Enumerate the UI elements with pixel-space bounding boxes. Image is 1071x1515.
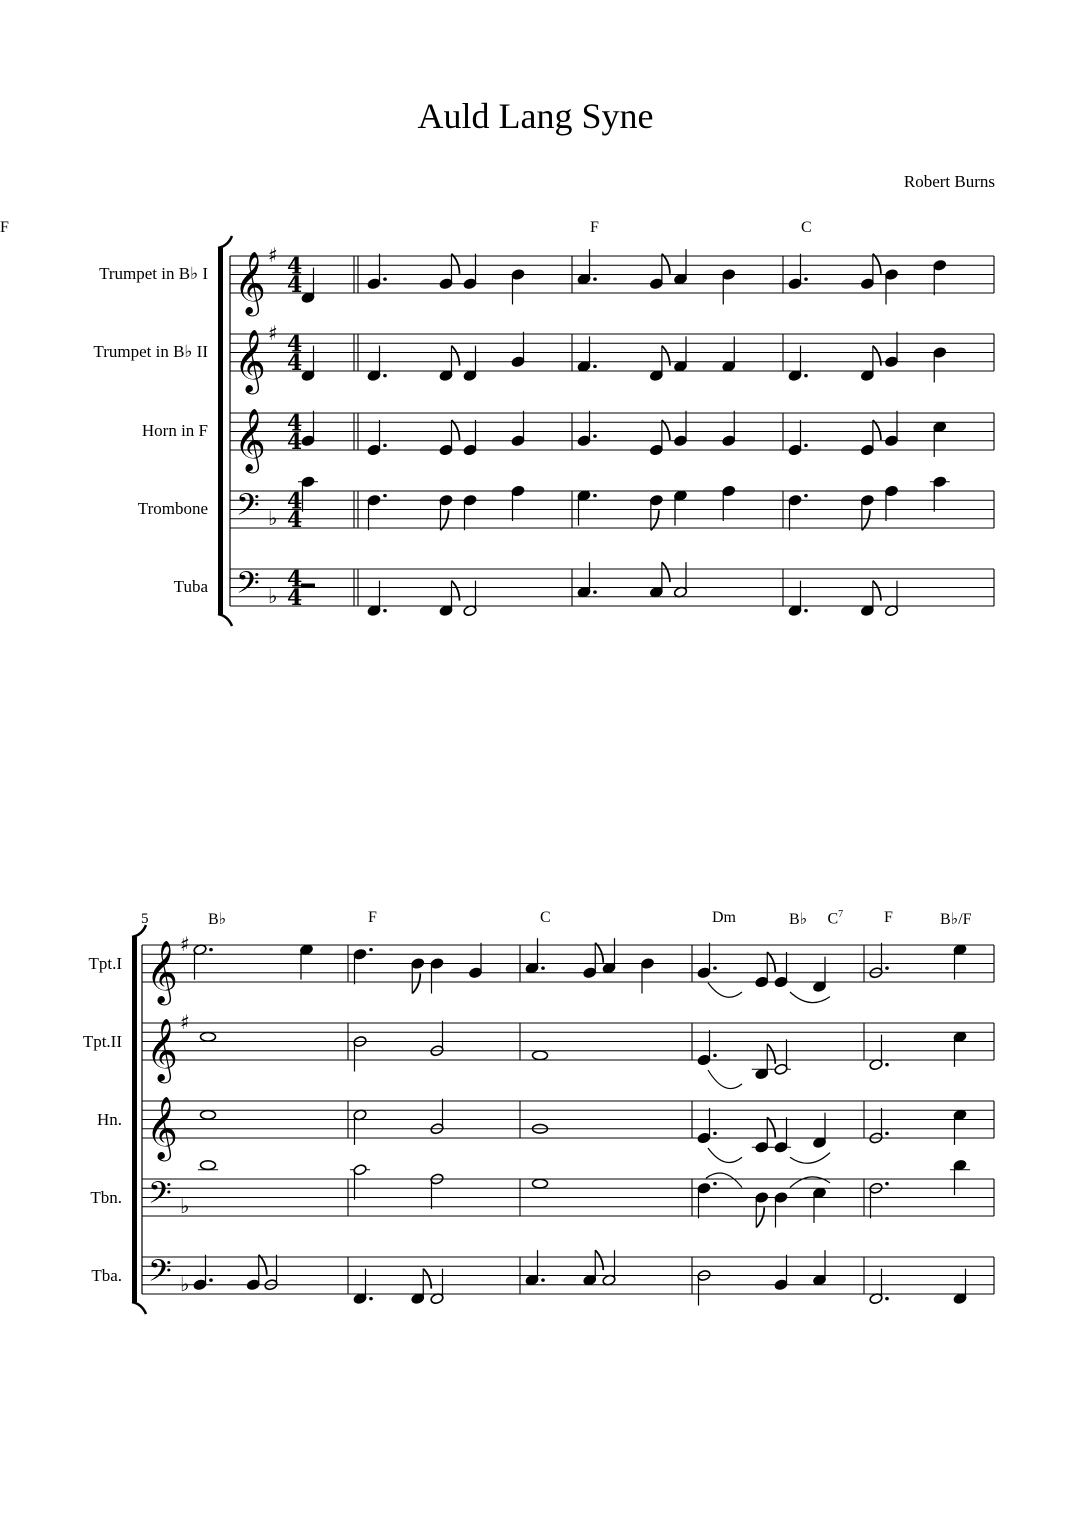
eighth-flag	[862, 510, 870, 530]
part-abbrev-trumpet-2: Tpt.II	[82, 1032, 122, 1051]
eighth-flag	[662, 254, 670, 274]
slur	[708, 1070, 742, 1089]
augmentation-dot	[885, 1297, 889, 1301]
part-name-tuba: Tuba	[173, 577, 208, 596]
staff-1-5	[230, 565, 994, 611]
bass-clef-icon: 𝄢	[148, 1174, 172, 1218]
eighth-flag	[595, 943, 603, 963]
staff-2-3	[142, 1096, 994, 1162]
notehead	[201, 1033, 216, 1042]
slur	[708, 983, 742, 998]
score-title: Auld Lang Syne	[417, 96, 654, 136]
augmentation-dot	[804, 277, 808, 281]
slur	[790, 1153, 830, 1164]
measure-number: 5	[141, 911, 149, 927]
chord-symbol: C	[801, 219, 812, 236]
flat-icon: ♭	[268, 583, 278, 608]
eighth-flag	[873, 254, 881, 274]
treble-clef-icon: 𝄞	[146, 940, 178, 1003]
treble-clef-icon: 𝄞	[146, 1018, 178, 1081]
augmentation-dot	[804, 609, 808, 613]
eighth-flag	[767, 1117, 775, 1137]
bracket-hook-bottom	[218, 614, 232, 626]
eighth-flag	[412, 974, 420, 994]
staff-2-1	[142, 932, 994, 1006]
part-abbrev-trumpet-1: Tpt.I	[88, 954, 122, 973]
chord-symbol: Dm	[712, 909, 736, 926]
eighth-flag	[767, 952, 775, 972]
flat-icon: ♭	[268, 505, 278, 530]
flat-icon: ♭	[180, 1193, 190, 1218]
sharp-icon: ♯	[180, 932, 190, 956]
notehead	[201, 1161, 216, 1170]
staff-1-3	[230, 408, 994, 474]
eighth-flag	[452, 581, 460, 601]
bracket-hook-top	[132, 925, 146, 937]
bass-clef-icon: 𝄢	[236, 486, 260, 530]
chord-extension: 7	[838, 909, 844, 920]
time-signature-denominator: 4	[287, 507, 303, 533]
augmentation-dot	[209, 1278, 213, 1282]
augmentation-dot	[713, 1054, 717, 1058]
eighth-flag	[441, 510, 449, 530]
augmentation-dot	[593, 277, 597, 281]
augmentation-dot	[885, 1063, 889, 1067]
augmentation-dot	[885, 966, 889, 970]
chord-symbol: F	[590, 219, 599, 236]
part-name-horn: Horn in F	[141, 421, 208, 440]
augmentation-dot	[593, 365, 597, 369]
bass-clef-icon: 𝄢	[148, 1252, 172, 1296]
eighth-flag	[873, 420, 881, 440]
augmentation-dot	[541, 1278, 545, 1282]
eighth-flag	[756, 1208, 764, 1228]
chord-symbol: F	[368, 909, 377, 926]
sharp-icon: ♯	[268, 321, 278, 345]
part-name-trombone: Trombone	[137, 499, 208, 518]
augmentation-dot	[383, 444, 387, 448]
time-signature-numerator: 4	[287, 410, 303, 437]
augmentation-dot	[541, 966, 545, 970]
time-signature-numerator: 4	[287, 566, 303, 593]
time-signature-denominator: 4	[287, 350, 303, 376]
part-abbrev-trombone: Tbn.	[90, 1188, 122, 1207]
notehead	[533, 1179, 548, 1188]
staff-2-4	[142, 1175, 994, 1218]
eighth-flag	[873, 346, 881, 366]
sharp-icon: ♯	[268, 243, 278, 267]
time-signature-numerator: 4	[287, 253, 303, 280]
time-signature-numerator: 4	[287, 488, 303, 515]
augmentation-dot	[713, 966, 717, 970]
staff-1-4	[230, 487, 994, 533]
slur	[790, 992, 830, 1003]
staff-bracket	[218, 248, 223, 614]
part-name-trumpet-1: Trumpet in B♭ I	[99, 264, 208, 283]
chord-symbol: $C^7$	[827, 909, 844, 928]
part-name-trumpet-2: Trumpet in B♭ II	[93, 342, 208, 361]
eighth-flag	[259, 1255, 267, 1275]
eighth-flag	[452, 254, 460, 274]
notehead	[533, 1051, 548, 1060]
bass-clef-icon: 𝄢	[236, 564, 260, 608]
part-abbrev-tuba: Tba.	[91, 1266, 122, 1285]
augmentation-dot	[383, 494, 387, 498]
eighth-flag	[423, 1269, 431, 1289]
staff-1-1	[230, 243, 994, 317]
chord-symbol: B♭	[208, 911, 227, 928]
time-signature-numerator: 4	[287, 331, 303, 358]
augmentation-dot	[593, 590, 597, 594]
augmentation-dot	[209, 948, 213, 952]
treble-clef-icon: 𝄞	[146, 1096, 178, 1159]
eighth-flag	[595, 1250, 603, 1270]
augmentation-dot	[885, 1132, 889, 1136]
eighth-flag	[452, 346, 460, 366]
eighth-flag	[662, 420, 670, 440]
augmentation-dot	[885, 1182, 889, 1186]
staff-2-2	[142, 1010, 994, 1084]
time-signature-denominator: 4	[287, 585, 303, 611]
augmentation-dot	[713, 1182, 717, 1186]
slur	[790, 1177, 830, 1188]
time-signature-denominator: 4	[287, 272, 303, 298]
augmentation-dot	[713, 1132, 717, 1136]
part-abbrev-horn: Hn.	[96, 1110, 122, 1129]
treble-clef-icon: 𝄞	[234, 408, 266, 471]
chord-symbol: C	[540, 909, 551, 926]
augmentation-dot	[369, 1297, 373, 1301]
eighth-flag	[767, 1044, 775, 1064]
augmentation-dot	[593, 494, 597, 498]
eighth-flag	[651, 510, 659, 530]
slur	[708, 1148, 742, 1163]
augmentation-dot	[383, 277, 387, 281]
chord-symbol: B♭	[789, 911, 808, 928]
bracket-hook-top	[218, 236, 232, 248]
staff-bracket	[132, 937, 137, 1302]
sharp-icon: ♯	[180, 1010, 190, 1034]
augmentation-dot	[593, 434, 597, 438]
notehead	[201, 1111, 216, 1120]
eighth-flag	[662, 346, 670, 366]
treble-clef-icon: 𝄞	[234, 329, 266, 392]
eighth-flag	[662, 562, 670, 582]
eighth-flag	[873, 581, 881, 601]
flat-icon: ♭	[180, 1271, 190, 1296]
chord-symbol: B♭/F	[940, 911, 972, 928]
slur	[706, 1173, 742, 1188]
augmentation-dot	[804, 444, 808, 448]
augmentation-dot	[383, 609, 387, 613]
eighth-flag	[452, 420, 460, 440]
augmentation-dot	[369, 948, 373, 952]
augmentation-dot	[383, 374, 387, 378]
composer: Robert Burns	[903, 172, 995, 191]
chord-symbol: F	[0, 219, 9, 236]
chord-symbol: F	[884, 909, 893, 926]
treble-clef-icon: 𝄞	[234, 251, 266, 314]
augmentation-dot	[804, 494, 808, 498]
time-signature-denominator: 4	[287, 429, 303, 455]
bracket-hook-bottom	[132, 1302, 146, 1314]
augmentation-dot	[804, 374, 808, 378]
